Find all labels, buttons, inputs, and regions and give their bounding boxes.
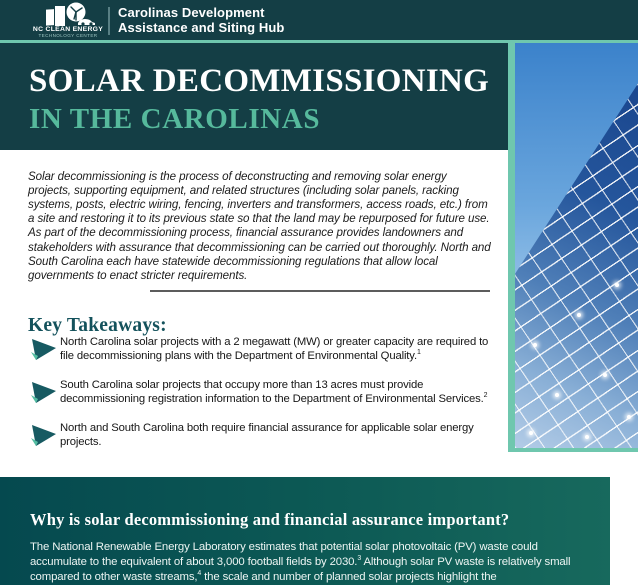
section-divider <box>150 290 490 292</box>
hub-title <box>118 6 284 35</box>
photo-glare-dot <box>555 393 559 397</box>
importance-paragraph <box>30 540 588 584</box>
key-takeaways-list <box>28 336 500 465</box>
photo-glare-dot <box>529 431 533 435</box>
paragraph-segment: Although solar PV waste is relatively small compared to other waste streams, <box>30 555 571 583</box>
org-subtitle: TECHNOLOGY CENTER <box>38 33 98 38</box>
takeaway-text <box>60 336 500 363</box>
intro-paragraph: Solar decommissioning is the process of deconstructing and removing solar energy projects, supporting equipment, and related structures (including solar panels, racking systems, posts, electric wiring, fencing, inverters and transformers, access roads, etc.) from a site and restoring it to its previous state so that the land may be repurposed for future use. As part of the decommissioning process, financial assurance provides landowners and stakeholders with assurance that decommissioning can be carried out thoroughly. North and South Carolina each have statewide decommissioning regulations that allow local governments to enact stricter requirements. <box>28 169 491 283</box>
paragraph-segment: The National Renewable Energy Laboratory estimates that potential solar photovoltaic (PV) waste could accumulate to the equivalent of about 3,000 football fields by 2030. <box>30 541 538 568</box>
photo-glare-dot <box>627 415 631 419</box>
hub-title-line2: Assistance and Siting Hub <box>118 19 285 35</box>
takeaway-text <box>60 379 500 406</box>
footnote-marker: 3 <box>357 555 362 563</box>
page-title-line1: SOLAR DECOMMISSIONING <box>29 63 490 99</box>
arrow-bullet-icon <box>28 337 60 367</box>
footnote-marker: 1 <box>416 348 421 356</box>
header-divider <box>108 7 110 35</box>
key-takeaways-heading: Key Takeaways: <box>28 315 167 337</box>
hub-title-line1: Carolinas Development <box>118 5 265 20</box>
clean-energy-logo-icon <box>38 2 98 26</box>
photo-glare-dot <box>533 343 537 347</box>
nc-clean-energy-logo <box>28 2 108 39</box>
photo-glare-dot <box>585 435 589 439</box>
paragraph-segment: the scale and number of planned solar projects highlight the <box>201 570 497 583</box>
list-item <box>28 336 500 367</box>
photo-glare-dot <box>603 373 607 377</box>
list-item <box>28 422 500 453</box>
solar-panels-photo <box>508 43 638 452</box>
takeaway-body: North and South Carolina both require financial assurance for applicable solar energy projects. <box>60 422 474 448</box>
importance-section <box>0 477 610 585</box>
page-title-line2: IN THE CAROLINAS <box>29 103 321 135</box>
takeaway-body: South Carolina solar projects that occupy more than 13 acres must provide decommissioning registration information to the Department of Environmental Services. <box>60 379 484 405</box>
list-item <box>28 379 500 410</box>
importance-heading: Why is solar decommissioning and financial assurance important? <box>30 509 510 529</box>
arrow-bullet-icon <box>28 380 60 410</box>
footnote-marker: 2 <box>483 391 488 399</box>
arrow-bullet-icon <box>28 423 60 453</box>
takeaway-body: North Carolina solar projects with a 2 megawatt (MW) or greater capacity are required to file decommissioning plans with the Department of Environmental Quality. <box>60 336 489 362</box>
photo-glare-dot <box>577 313 581 317</box>
photo-glare-dot <box>615 283 619 287</box>
org-name: NC CLEAN ENERGY <box>32 26 104 33</box>
header-bar <box>0 0 638 40</box>
takeaway-text <box>60 422 500 449</box>
footnote-marker: 4 <box>197 569 202 577</box>
hero-title-block <box>0 43 508 150</box>
